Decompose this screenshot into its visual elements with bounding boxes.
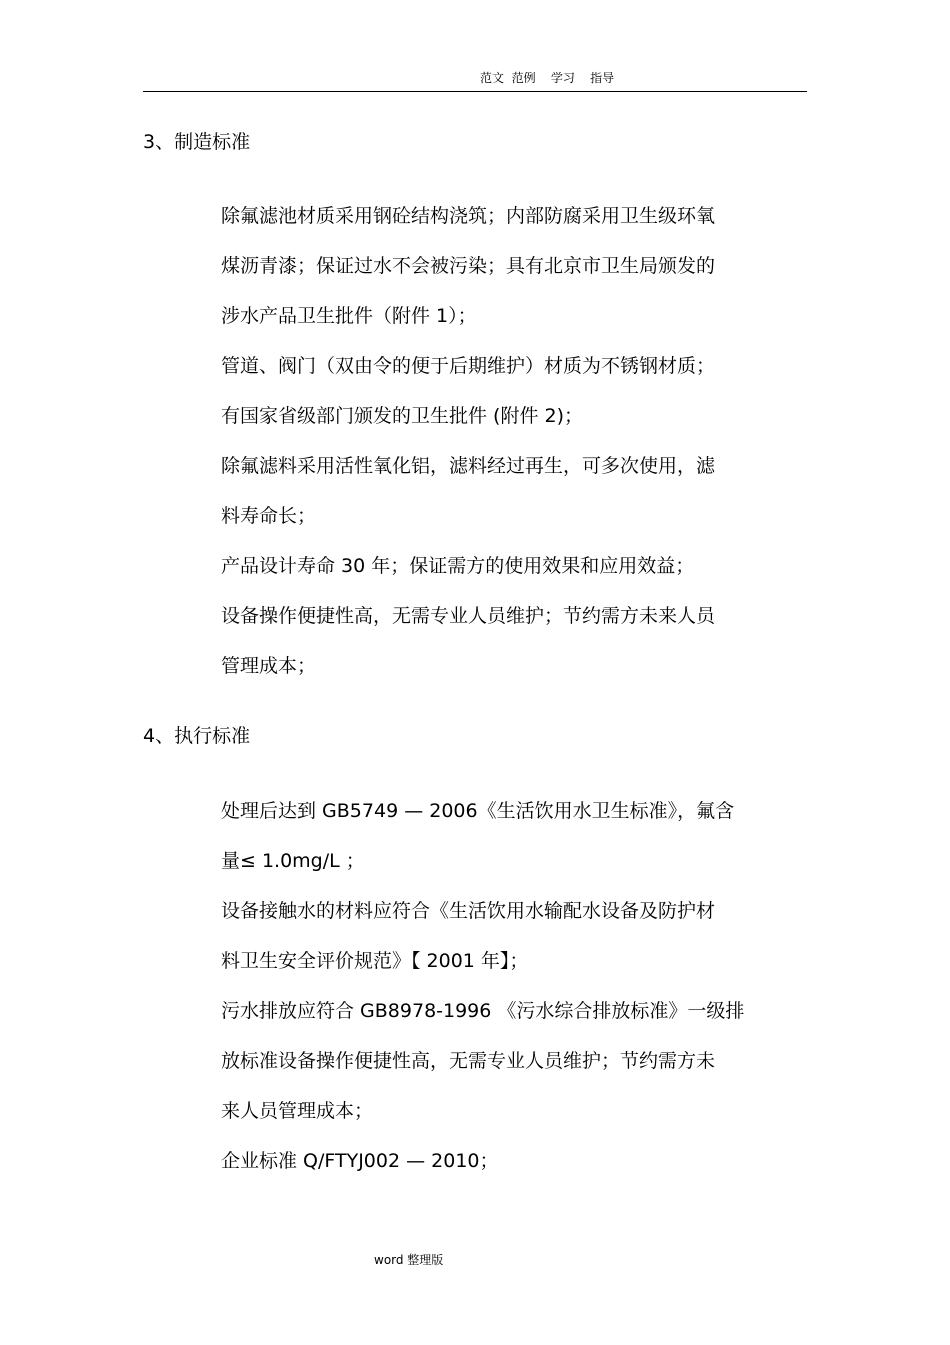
section-heading: 3、制造标准: [143, 131, 251, 153]
paragraph-line: 企业标准 Q/FTYJ002 — 2010；: [221, 1150, 499, 1172]
paragraph-line: 除氟滤池材质采用钢砼结构浇筑；内部防腐采用卫生级环氧: [221, 205, 716, 227]
paragraph-line: 有国家省级部门颁发的卫生批件 (附件 2)；: [221, 405, 583, 427]
header-rule: [143, 91, 807, 92]
paragraph-line: 处理后达到 GB5749 — 2006《生活饮用水卫生标准》，氟含: [221, 800, 735, 822]
paragraph-line: 污水排放应符合 GB8978-1996 《污水综合排放标准》一级排: [221, 1000, 745, 1022]
paragraph-line: 放标准设备操作便捷性高，无需专业人员维护；节约需方未: [221, 1050, 716, 1072]
paragraph-line: 设备接触水的材料应符合《生活饮用水输配水设备及防护材: [221, 900, 716, 922]
paragraph-line: 涉水产品卫生批件（附件 1）；: [221, 305, 477, 327]
paragraph-line: 管理成本；: [221, 655, 317, 677]
paragraph-line: 除氟滤料采用活性氧化铝，滤料经过再生，可多次使用，滤: [221, 455, 716, 477]
paragraph-line: 量≤ 1.0mg/L ；: [221, 850, 365, 872]
paragraph-line: 产品设计寿命 30 年；保证需方的使用效果和应用效益；: [221, 555, 695, 577]
paragraph-line: 来人员管理成本；: [221, 1100, 374, 1122]
paragraph-line: 设备操作便捷性高，无需专业人员维护；节约需方未来人员: [221, 605, 716, 627]
section-heading: 4、执行标准: [143, 725, 251, 747]
paragraph-line: 煤沥青漆；保证过水不会被污染；具有北京市卫生局颁发的: [221, 255, 716, 277]
page-footer: word 整理版: [374, 1253, 444, 1267]
paragraph-line: 料卫生安全评价规范》【 2001 年】；: [221, 950, 529, 972]
paragraph-line: 料寿命长；: [221, 505, 317, 527]
header-text: 范文 范例 学习 指导: [480, 71, 615, 85]
paragraph-line: 管道、阀门（双由令的便于后期维护）材质为不锈钢材质；: [221, 355, 716, 377]
